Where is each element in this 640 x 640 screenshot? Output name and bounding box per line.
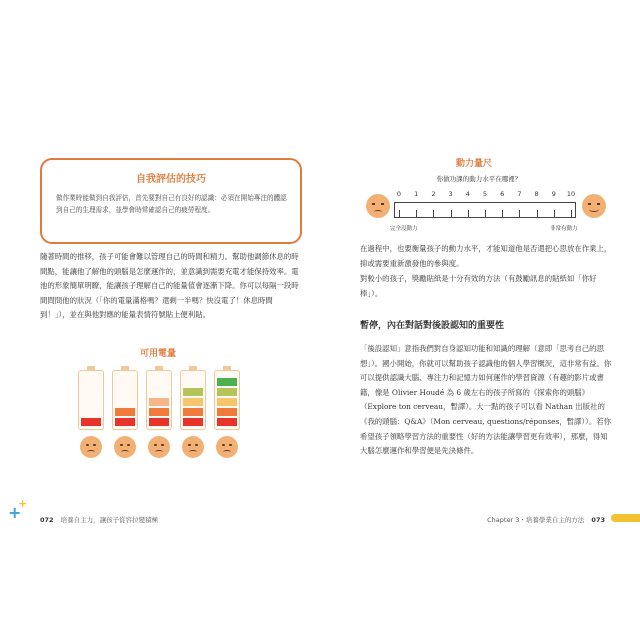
battery-level-bar bbox=[217, 388, 237, 396]
left-footer bbox=[35, 515, 158, 524]
scale-low-label: 完全沒動力 bbox=[390, 226, 418, 232]
scale-tick bbox=[519, 210, 520, 217]
right-footer bbox=[487, 515, 610, 524]
scale-tick bbox=[451, 210, 452, 217]
scale-high-label: 非常有動力 bbox=[550, 226, 578, 232]
battery-level-bar bbox=[149, 398, 169, 406]
emotion-face-icon bbox=[148, 436, 170, 458]
battery-figure-title: 可用電量 bbox=[139, 349, 176, 359]
battery-level-bar bbox=[217, 398, 237, 406]
tip-box-text: 做作業時能做到自我評估，首先要對自己有良好的認識：必須在開始專注的體認到自己的生理需求，並學會時常確認自己的疲勞程度。 bbox=[56, 194, 287, 214]
scale-number: 7 bbox=[517, 190, 522, 198]
battery-1 bbox=[78, 370, 104, 430]
left-paragraph: 隨著時間的推移，孩子可能會難以管理自己的時間和精力。幫助他調節休息的時間點，能讓他了解他的頭腦是怎麼運作的，並意識到需要充電才能保持效率。電池的形象簡單明瞭，能讓孩子理解自己的能量值會逐漸下降。你可以每隔一段時間問問他的狀況（「你的電量滿格嗎？還剩一半嗎？快沒電了！休息時間到！」），並在與他對應的能量表情符號貼上便利貼。 bbox=[40, 252, 299, 320]
left-page-number: 072 bbox=[40, 516, 54, 524]
battery-level-bar bbox=[183, 398, 203, 406]
plus-icon-yellow: + bbox=[18, 497, 28, 510]
emotion-face-icon bbox=[114, 436, 136, 458]
emotion-face-icon bbox=[216, 436, 238, 458]
left-running-title: 培養自主力，讓孩子從容拉變積極 bbox=[60, 516, 159, 524]
battery-level-bar bbox=[115, 408, 135, 416]
scale-number: 0 bbox=[396, 190, 402, 198]
battery-level-bar bbox=[149, 408, 169, 416]
scale-number: 9 bbox=[551, 190, 556, 198]
battery-figure bbox=[78, 370, 248, 480]
section-heading: 暫停，內在對話對後設認知的重要性 bbox=[360, 321, 505, 331]
motivation-scale bbox=[394, 202, 576, 218]
motivation-question: 你做功課的動力水平在哪裡？ bbox=[436, 175, 522, 183]
scale-tick bbox=[485, 210, 486, 217]
scale-tick bbox=[571, 210, 572, 217]
scale-number: 1 bbox=[414, 190, 419, 198]
sad-face-icon bbox=[366, 194, 390, 218]
scale-tick bbox=[554, 210, 555, 217]
battery-3 bbox=[146, 370, 172, 430]
scale-tick bbox=[468, 210, 469, 217]
scale-tick bbox=[502, 210, 503, 217]
motivation-figure-title: 動力量尺 bbox=[455, 159, 492, 169]
tip-box-title: 自我評估的技巧 bbox=[136, 174, 206, 185]
emotion-face-icon bbox=[182, 436, 204, 458]
scale-number: 2 bbox=[431, 190, 436, 198]
scale-tick bbox=[416, 210, 417, 217]
footer-accent-bar bbox=[611, 514, 640, 522]
battery-level-bar bbox=[115, 418, 135, 426]
right-paragraph-2: 對較小的孩子，獎勵貼紙是十分有效的方法（有鼓勵訊息的貼紙如「你好棒」）。 bbox=[360, 274, 597, 298]
battery-level-bar bbox=[81, 418, 101, 426]
happy-face-icon bbox=[582, 194, 606, 218]
battery-4 bbox=[180, 370, 206, 430]
battery-5 bbox=[214, 370, 240, 430]
battery-level-bar bbox=[217, 408, 237, 416]
scale-tick bbox=[433, 210, 434, 217]
scale-number: 6 bbox=[500, 190, 505, 198]
scale-number: 8 bbox=[534, 190, 539, 198]
right-paragraph-3: 「後設認知」意指我們對自身認知功能和知識的理解（意即「思考自己的思想」）。國小開始，你就可以幫助孩子認識他的個人學習概況，這非常有益。你可以提供認識大腦、專注力和記憶力如何運作的學習資源（有趣的影片或書籍，像是 Olivier Houdé 為 6 歲左右的孩子所寫的《探索你的頭腦》（Explore ton cerveau，暫譯）。大一點的孩子可以看 Nathan 出版社的《我的頭腦：Q&A》（Mon cerveau, questions/réponses，暫譯））。若你希望孩子領略學習方法的重要性（好的方法能讓學習更有效率），那麼，得知大腦怎麼運作和學習便是先決條件。 bbox=[360, 344, 612, 456]
tip-box bbox=[40, 158, 302, 244]
scale-number: 3 bbox=[448, 190, 453, 198]
right-paragraph-1: 在過程中，也要衡量孩子的動力水平，才能知道他是否還把心思放在作業上，抑或需要重新激發他的參與度。 bbox=[360, 244, 612, 268]
right-page bbox=[324, 120, 624, 540]
battery-level-bar bbox=[183, 408, 203, 416]
scale-number: 5 bbox=[482, 190, 488, 198]
plus-icon-blue: + bbox=[8, 503, 22, 522]
scale-number: 4 bbox=[465, 190, 470, 198]
chapter-label: Chapter 3・培養學業自主的方法 bbox=[487, 516, 585, 524]
battery-level-bar bbox=[183, 388, 203, 396]
right-page-number: 073 bbox=[591, 516, 605, 524]
emotion-face-icon bbox=[80, 436, 102, 458]
scale-tick bbox=[537, 210, 538, 217]
left-page bbox=[18, 120, 318, 540]
scale-number: 10 bbox=[566, 190, 576, 198]
battery-level-bar bbox=[217, 378, 237, 386]
battery-level-bar bbox=[183, 418, 203, 426]
battery-2 bbox=[112, 370, 138, 430]
battery-level-bar bbox=[149, 418, 169, 426]
battery-level-bar bbox=[217, 418, 237, 426]
scale-tick bbox=[399, 210, 400, 217]
